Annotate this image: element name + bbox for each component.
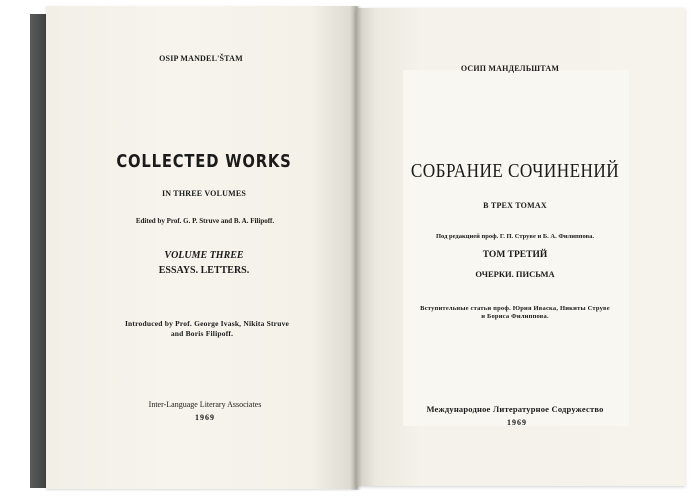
printed-text-area <box>403 70 629 426</box>
publisher-en: Inter-Language Literary Associates <box>148 400 262 409</box>
introduction-line-2-ru: и Бориса Филиппова. <box>481 313 549 320</box>
author-name-ru: ОСИП МАНДЕЛЬШТАМ <box>460 64 560 73</box>
year-ru: 1969 <box>507 418 527 427</box>
year-en: 1969 <box>195 413 215 422</box>
introduction-line-1-en: Introduced by Prof. George Ivask, Nikita Struve <box>124 319 290 328</box>
volume-ru: ТОМ ТРЕТИЙ <box>482 250 548 260</box>
contents-ru: ОЧЕРКИ. ПИСЬМА <box>475 269 555 279</box>
subtitle-en: IN THREE VOLUMES <box>161 189 247 198</box>
subtitle-ru: В ТРЕХ ТОМАХ <box>483 201 547 210</box>
volume-en: VOLUME THREE <box>164 250 244 261</box>
publisher-ru: Международное Литературное Содружество <box>426 404 604 414</box>
introduction-line-1-ru: Вступительные статьи проф. Юрия Иваска, Никиты Струве <box>420 305 610 312</box>
title-en: COLLECTED WORKS <box>116 151 292 172</box>
contents-en: ESSAYS. LETTERS. <box>158 265 250 276</box>
title-ru: СОБРАНИЕ СОЧИНЕНИЙ <box>410 160 620 182</box>
editors-ru: Под редакцией проф. Г. П. Струве и Б. А. Филиппова. <box>435 233 594 240</box>
author-name-en: OSIP MANDEL'ŠTAM <box>159 54 243 63</box>
book-gutter <box>350 6 362 490</box>
introduction-line-2-en: and Boris Filipoff. <box>170 329 234 338</box>
editors-en: Edited by Prof. G. P. Struve and B. A. Filipoff. <box>135 217 275 225</box>
